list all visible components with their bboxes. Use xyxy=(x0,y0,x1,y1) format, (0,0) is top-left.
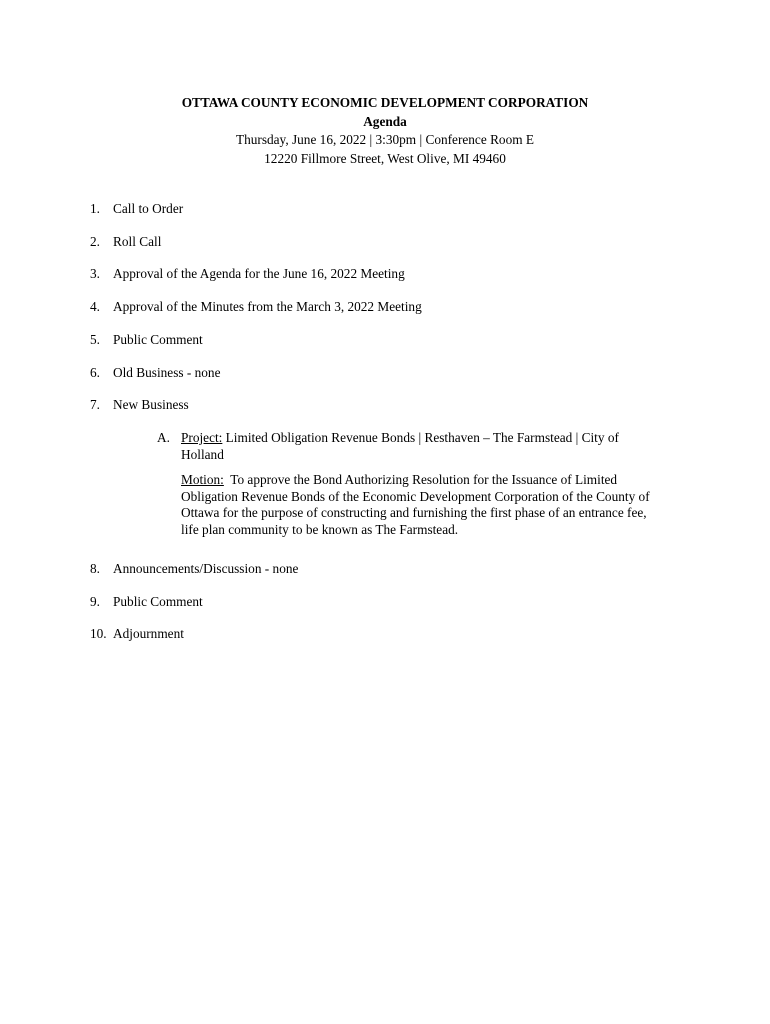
item-number: 4. xyxy=(90,299,100,314)
item-number: 2. xyxy=(90,234,100,249)
item-number: 6. xyxy=(90,365,100,380)
item-number: 9. xyxy=(90,594,100,609)
item-number: 1. xyxy=(90,201,100,216)
meeting-address: 12220 Fillmore Street, West Olive, MI 49460 xyxy=(264,151,506,167)
spacer xyxy=(181,463,681,472)
agenda-header xyxy=(0,94,770,169)
item-label: Old Business - none xyxy=(113,365,221,380)
sub-item-letter: A. xyxy=(157,430,170,445)
item-number: 8. xyxy=(90,561,100,576)
agenda-item-approval-agenda xyxy=(90,266,405,283)
item-label: New Business xyxy=(113,397,189,412)
agenda-item-roll-call xyxy=(90,234,161,251)
item-number: 5. xyxy=(90,332,100,347)
motion-line xyxy=(181,472,681,489)
project-text: Limited Obligation Revenue Bonds | Resthaven – The Farmstead | City of xyxy=(222,430,619,445)
item-label: Call to Order xyxy=(113,201,184,216)
agenda-item-adjournment xyxy=(90,626,184,643)
item-label: Announcements/Discussion - none xyxy=(113,561,299,576)
project-line xyxy=(181,430,681,447)
project-label: Project: xyxy=(181,430,223,445)
motion-text-2: Obligation Revenue Bonds of the Economic Development Corporation of the County of xyxy=(181,488,650,504)
item-number: 10. xyxy=(90,626,107,641)
item-label: Public Comment xyxy=(113,594,203,609)
item-label: Public Comment xyxy=(113,332,203,347)
agenda-item-old-business xyxy=(90,365,220,382)
agenda-item-new-business xyxy=(90,397,189,414)
motion-text-3: Ottawa for the purpose of constructing and furnishing the first phase of an entrance fee, xyxy=(181,505,647,521)
sub-item-body xyxy=(181,430,681,539)
item-label: Roll Call xyxy=(113,234,162,249)
agenda-item-public-comment-2 xyxy=(90,594,203,611)
item-number: 7. xyxy=(90,397,100,412)
motion-text: To approve the Bond Authorizing Resolution for the Issuance of Limited xyxy=(223,472,618,488)
agenda-item-announcements xyxy=(90,561,298,578)
meeting-info: Thursday, June 16, 2022 | 3:30pm | Conference Room E xyxy=(235,132,535,148)
project-text-continued: Holland xyxy=(181,446,224,462)
item-label: Adjournment xyxy=(113,626,184,641)
agenda-item-public-comment xyxy=(90,332,203,349)
organization-name: OTTAWA COUNTY ECONOMIC DEVELOPMENT CORPORATION xyxy=(181,95,589,110)
agenda-item-approval-minutes xyxy=(90,299,422,316)
motion-text-4: life plan community to be known as The Farmstead. xyxy=(181,521,459,537)
item-label: Approval of the Agenda for the June 16, 2022 Meeting xyxy=(113,266,405,281)
agenda-item-call-to-order xyxy=(90,201,183,218)
motion-label: Motion: xyxy=(181,472,224,488)
item-label: Approval of the Minutes from the March 3, 2022 Meeting xyxy=(113,299,422,314)
item-number: 3. xyxy=(90,266,100,281)
page-title: Agenda xyxy=(363,113,407,129)
